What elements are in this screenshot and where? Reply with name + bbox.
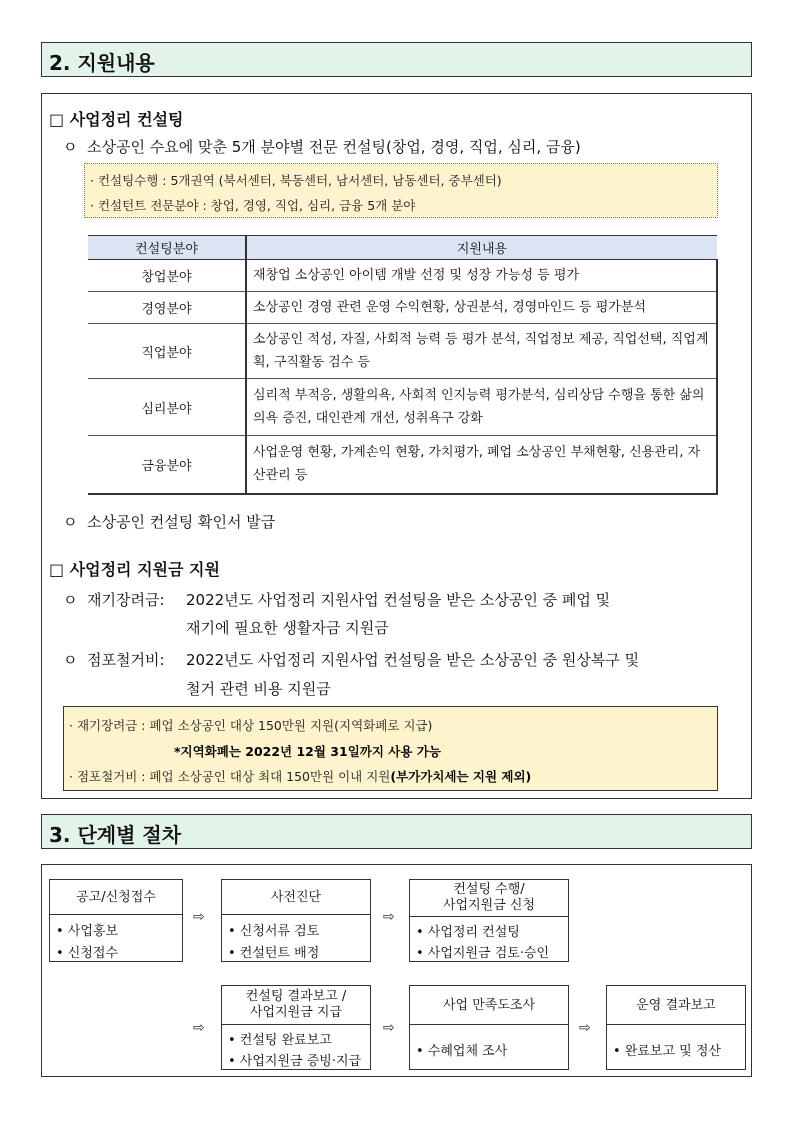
- bullet-mark: ㅇ: [63, 138, 78, 156]
- flow-arrow-icon: ⇨: [383, 909, 395, 925]
- table-header-row: [88, 236, 717, 260]
- step-title-line: 컨설팅 수행/: [453, 882, 525, 897]
- table-row: [88, 324, 717, 379]
- step-item: • 컨설턴트 배정: [228, 946, 320, 961]
- grant-item-line2: 재기에 필요한 생활자금 지원금: [186, 619, 389, 637]
- step-box: [409, 879, 569, 962]
- table-cell-content: 재창업 소상공인 아이템 개발 선정 및 성장 가능성 등 평가: [246, 260, 717, 292]
- step-item: • 수혜업체 조사: [416, 1044, 508, 1059]
- bullet-mark: ㅇ: [63, 513, 78, 531]
- grant-item-line2: 철거 관련 비용 지원금: [186, 680, 331, 698]
- step-title-line: 사업지원금 지급: [249, 1005, 343, 1020]
- step-item: • 신청서류 검토: [228, 924, 320, 939]
- step-box: [606, 985, 746, 1070]
- consulting-table: [88, 235, 718, 495]
- certificate-bullet: [63, 511, 275, 532]
- grant-note-line3-bold: (부가가치세는 지원 제외): [390, 769, 532, 784]
- step-item: • 사업지원금 증빙·지급: [228, 1054, 362, 1069]
- certificate-text: 소상공인 컨설팅 확인서 발급: [87, 513, 276, 531]
- flow-arrow-icon: ⇨: [383, 1020, 395, 1036]
- table-cell-field: 심리분야: [88, 379, 246, 436]
- grant-item: [63, 589, 165, 610]
- grant-item: [63, 649, 165, 670]
- table-cell-field: 창업분야: [88, 260, 246, 292]
- step-title-line: 사업지원금 신청: [442, 898, 536, 913]
- flow-arrow-icon: ⇨: [193, 909, 205, 925]
- flow-arrow-icon: ⇨: [193, 1020, 205, 1036]
- step-item: • 사업정리 컨설팅: [416, 925, 520, 940]
- consulting-note-box: [84, 163, 718, 218]
- table-header-field: 컨설팅분야: [88, 236, 246, 260]
- table-cell-content: 사업운영 현황, 가계손익 현황, 가치평가, 폐업 소상공인 부채현황, 신용관리, 자산관리 등: [246, 436, 717, 494]
- step-title: [222, 986, 370, 1025]
- table-row: [88, 260, 717, 292]
- step-title: 운영 결과보고: [607, 986, 745, 1025]
- step-item: • 사업홍보: [56, 924, 119, 939]
- bullet-mark: ㅇ: [63, 591, 78, 609]
- section-3-header: [41, 814, 752, 849]
- consulting-intro: [63, 136, 581, 157]
- step-item: • 컨설팅 완료보고: [228, 1033, 332, 1048]
- consulting-heading: □ 사업정리 컨설팅: [49, 110, 184, 129]
- flow-arrow-icon: ⇨: [579, 1020, 591, 1036]
- step-title-line: 컨설팅 결과보고 /: [245, 989, 347, 1004]
- step-box: [221, 879, 371, 962]
- grant-note-line: · 재기장려금 : 폐업 소상공인 대상 150만원 지원(지역화폐로 지급): [69, 718, 433, 733]
- step-box: [49, 879, 183, 962]
- grant-item-line1: 2022년도 사업정리 지원사업 컨설팅을 받은 소상공인 중 폐업 및: [186, 591, 611, 609]
- section-3-title: 3. 단계별 절차: [49, 823, 182, 847]
- grant-note-line: [69, 767, 531, 785]
- table-header-content: 지원내용: [246, 236, 717, 260]
- step-title: 공고/신청접수: [50, 880, 182, 915]
- table-cell-content: 소상공인 경영 관련 운영 수익현황, 상권분석, 경영마인드 등 평가분석: [246, 292, 717, 324]
- table-cell-field: 직업분야: [88, 324, 246, 379]
- step-item: • 완료보고 및 정산: [613, 1044, 721, 1059]
- step-box: [221, 985, 371, 1070]
- grant-note-line3: · 점포철거비 : 폐업 소상공인 대상 최대 150만원 이내 지원: [69, 769, 391, 784]
- table-cell-field: 금융분야: [88, 436, 246, 494]
- section-2-title: 2. 지원내용: [49, 51, 155, 75]
- consulting-note-line: · 컨설턴트 전문분야 : 창업, 경영, 직업, 심리, 금융 5개 분야: [90, 198, 416, 213]
- step-box: [409, 985, 569, 1070]
- grant-item-label: 점포철거비:: [87, 651, 165, 669]
- table-row: [88, 436, 717, 494]
- consulting-note-line: · 컨설팅수행 : 5개권역 (북서센터, 북동센터, 남서센터, 남동센터, 중부센터): [90, 173, 502, 188]
- step-title: 사전진단: [222, 880, 370, 915]
- consulting-intro-text: 소상공인 수요에 맞춘 5개 분야별 전문 컨설팅(창업, 경영, 직업, 심리, 금융): [87, 138, 581, 156]
- table-row: [88, 292, 717, 324]
- section-2-header: [41, 42, 752, 77]
- table-cell-field: 경영분야: [88, 292, 246, 324]
- step-title: [410, 880, 568, 917]
- grant-note-box: [63, 706, 718, 791]
- table-cell-content: 심리적 부적응, 생활의욕, 사회적 인지능력 평가분석, 심리상담 수행을 통한 삶의 의욕 증진, 대인관계 개선, 성취욕구 강화: [246, 379, 717, 436]
- grant-item-line1: 2022년도 사업정리 지원사업 컨설팅을 받은 소상공인 중 원상복구 및: [186, 651, 640, 669]
- grant-item-label: 재기장려금:: [87, 591, 165, 609]
- step-item: • 신청접수: [56, 946, 119, 961]
- grant-note-highlight: *지역화폐는 2022년 12월 31일까지 사용 가능: [174, 744, 441, 759]
- step-item: • 사업지원금 검토·승인: [416, 946, 550, 961]
- table-cell-content: 소상공인 적성, 자질, 사회적 능력 등 평가 분석, 직업정보 제공, 직업선택, 직업계획, 구직활동 검수 등: [246, 324, 717, 379]
- bullet-mark: ㅇ: [63, 651, 78, 669]
- step-title: 사업 만족도조사: [410, 986, 568, 1025]
- table-row: [88, 379, 717, 436]
- grant-heading: □ 사업정리 지원금 지원: [49, 560, 220, 579]
